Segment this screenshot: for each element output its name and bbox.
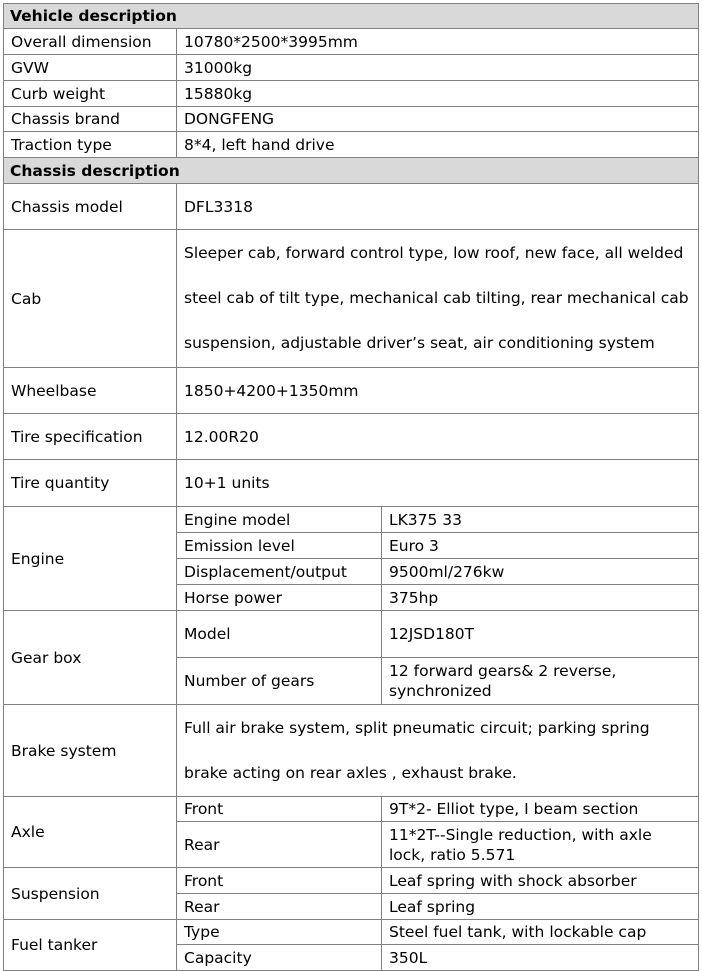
sub-value: Leaf spring with shock absorber (382, 868, 699, 894)
row-label: Tire quantity (4, 460, 177, 507)
vehicle-description-heading: Vehicle description (4, 4, 699, 29)
table-row (4, 107, 699, 132)
sub-value: LK375 33 (382, 507, 699, 533)
row-label: Cab (4, 230, 177, 368)
table-row (4, 920, 699, 945)
sub-label: Engine model (177, 507, 382, 533)
row-value: 8*4, left hand drive (177, 132, 699, 158)
sub-value: 11*2T--Single reduction, with axle lock, ratio 5.571 (382, 822, 699, 868)
row-label: Traction type (4, 132, 177, 158)
sub-label: Model (177, 611, 382, 658)
sub-label: Emission level (177, 533, 382, 559)
row-label: Wheelbase (4, 368, 177, 414)
table-row (4, 507, 699, 533)
row-label: Overall dimension (4, 29, 177, 55)
suspension-label: Suspension (4, 868, 177, 920)
table-row (4, 868, 699, 894)
row-label: Brake system (4, 705, 177, 797)
axle-label: Axle (4, 797, 177, 868)
sub-label: Type (177, 920, 382, 945)
row-label: GVW (4, 55, 177, 81)
sub-value: Euro 3 (382, 533, 699, 559)
table-row (4, 81, 699, 107)
row-value: 31000kg (177, 55, 699, 81)
sub-label: Capacity (177, 945, 382, 971)
section-header-row (4, 158, 699, 184)
sub-value: 12JSD180T (382, 611, 699, 658)
sub-value: Steel fuel tank, with lockable cap (382, 920, 699, 945)
table-row (4, 184, 699, 230)
chassis-description-heading: Chassis description (4, 158, 699, 184)
sub-label: Rear (177, 894, 382, 920)
row-label: Chassis brand (4, 107, 177, 132)
section-header-row (4, 4, 699, 29)
sub-label: Horse power (177, 585, 382, 611)
sub-value: 12 forward gears& 2 reverse, synchronized (382, 658, 699, 705)
fuel-tanker-label: Fuel tanker (4, 920, 177, 971)
sub-value: Leaf spring (382, 894, 699, 920)
table-row (4, 797, 699, 822)
row-value: 10780*2500*3995mm (177, 29, 699, 55)
table-row (4, 368, 699, 414)
sub-label: Rear (177, 822, 382, 868)
table-row (4, 414, 699, 460)
table-row (4, 705, 699, 797)
row-value: DONGFENG (177, 107, 699, 132)
row-label: Tire specification (4, 414, 177, 460)
spec-table (3, 3, 699, 971)
row-value: 12.00R20 (177, 414, 699, 460)
sub-label: Number of gears (177, 658, 382, 705)
row-value: DFL3318 (177, 184, 699, 230)
table-row (4, 230, 699, 368)
sub-value: 9T*2- Elliot type, I beam section (382, 797, 699, 822)
sub-label: Displacement/output (177, 559, 382, 585)
row-value: 15880kg (177, 81, 699, 107)
row-value: 10+1 units (177, 460, 699, 507)
row-label: Curb weight (4, 81, 177, 107)
cab-description: Sleeper cab, forward control type, low roof, new face, all welded steel cab of tilt type, mechanical cab tilting, rear mechanical cab suspension, adjustable driver’s seat, air conditioning system (177, 230, 699, 368)
sub-value: 9500ml/276kw (382, 559, 699, 585)
table-row (4, 29, 699, 55)
brake-description: Full air brake system, split pneumatic circuit; parking spring brake acting on rear axles , exhaust brake. (177, 705, 699, 797)
table-row (4, 611, 699, 658)
sub-label: Front (177, 868, 382, 894)
sub-label: Front (177, 797, 382, 822)
table-row (4, 55, 699, 81)
table-row (4, 460, 699, 507)
table-row (4, 132, 699, 158)
row-value: 1850+4200+1350mm (177, 368, 699, 414)
sub-value: 375hp (382, 585, 699, 611)
sub-value: 350L (382, 945, 699, 971)
engine-label: Engine (4, 507, 177, 611)
row-label: Chassis model (4, 184, 177, 230)
gearbox-label: Gear box (4, 611, 177, 705)
